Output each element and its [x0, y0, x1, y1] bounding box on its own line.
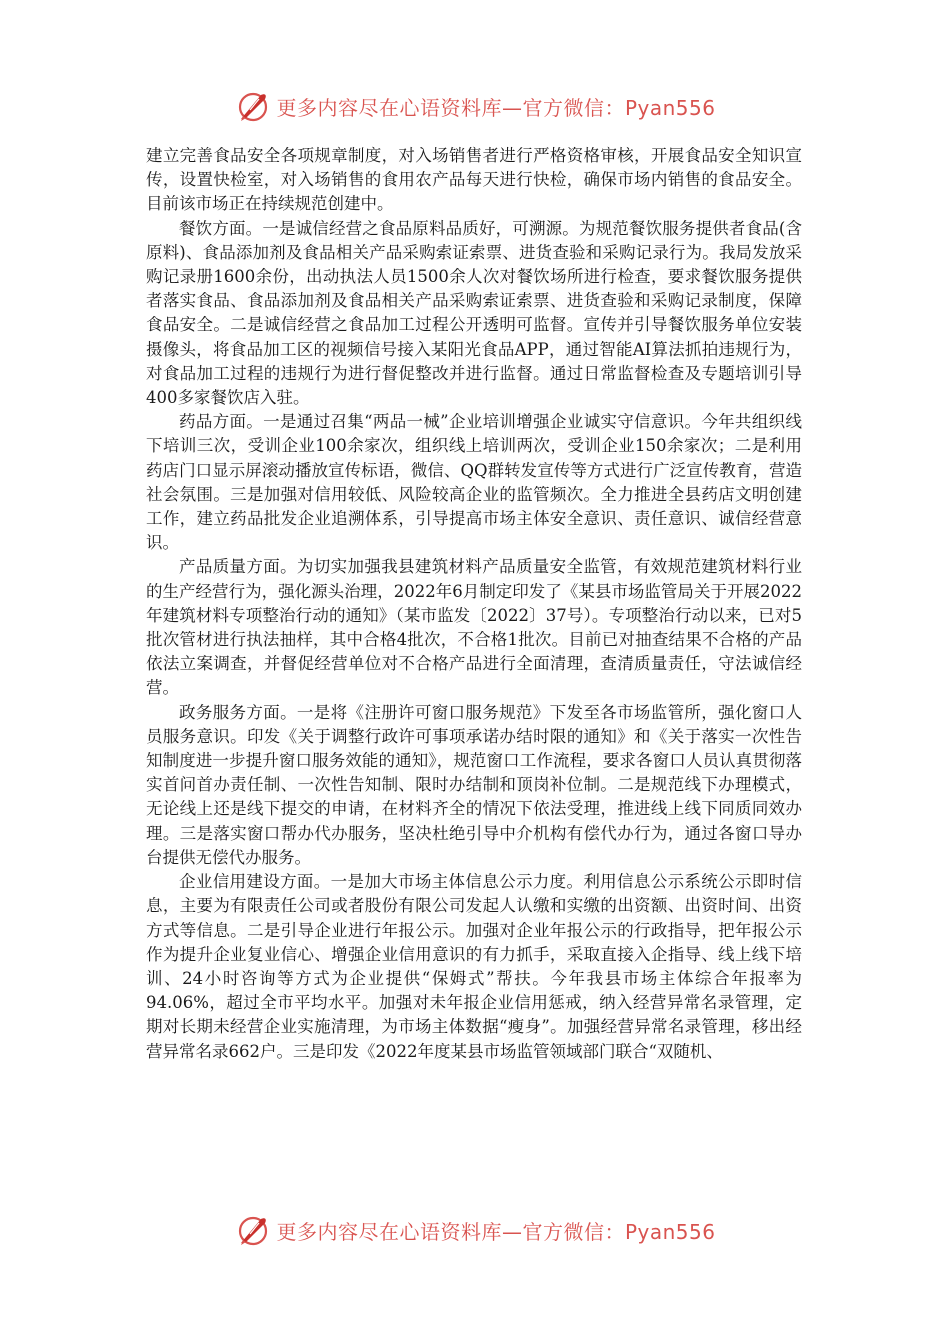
watermark-banner-bottom	[0, 1208, 950, 1252]
paragraph-government-service: 政务服务方面。一是将《注册许可窗口服务规范》下发至各市场监管所，强化窗口人员服务意识。印发《关于调整行政许可事项承诺办结时限的通知》和《关于落实一次性告知制度进一步提升窗口服务效能的通知》，规范窗口工作流程，要求各窗口人员认真贯彻落实首问首办责任制、一次性告知制、限时办结制和顶岗补位制。二是规范线下办理模式，无论线上还是线下提交的申请，在材料齐全的情况下依法受理，推进线上线下同质同效办理。三是落实窗口帮办代办服务，坚决杜绝引导中介机构有偿代办行为，通过各窗口导办台提供无偿代办服务。	[146, 702, 802, 867]
paragraph-catering: 餐饮方面。一是诚信经营之食品原料品质好，可溯源。为规范餐饮服务提供者食品(含原料)、食品添加剂及食品相关产品采购索证索票、进货查验和采购记录行为。我局发放采购记录册1600余份，出动执法人员1500余人次对餐饮场所进行检查，要求餐饮服务提供者落实食品、食品添加剂及食品相关产品采购索证索票、进货查验和采购记录制度，保障食品安全。二是诚信经营之食品加工过程公开透明可监督。宣传并引导餐饮服务单位安装摄像头，将食品加工区的视频信号接入某阳光食品APP，通过智能AI算法抓拍违规行为，对食品加工过程的违规行为进行督促整改并进行监督。通过日常监督检查及专题培训引导400多家餐饮店入驻。	[146, 218, 802, 408]
quill-pen-logo-icon	[234, 87, 272, 125]
paragraph-product-quality: 产品质量方面。为切实加强我县建筑材料产品质量安全监管，有效规范建筑材料行业的生产经营行为，强化源头治理，2022年6月制定印发了《某县市场监管局关于开展2022年建筑材料专项整治行动的通知》（某市监发〔2022〕37号）。专项整治行动以来，已对5批次管材进行执法抽样，其中合格4批次，不合格1批次。目前已对抽查结果不合格的产品依法立案调查，并督促经营单位对不合格产品进行全面清理，查清质量责任，守法诚信经营。	[146, 557, 802, 698]
paragraph-drugs: 药品方面。一是通过召集“两品一械”企业培训增强企业诚实守信意识。今年共组织线下培训三次，受训企业100余家次，组织线上培训两次，受训企业150余家次；二是利用药店门口显示屏滚动播放宣传标语，微信、QQ群转发宣传等方式进行广泛宣传教育，营造社会氛围。三是加强对信用较低、风险较高企业的监管频次。全力推进全县药店文明创建工作，建立药品批发企业追溯体系，引导提高市场主体安全意识、责任意识、诚信经营意识。	[146, 412, 802, 553]
document-body	[146, 144, 802, 1064]
quill-pen-logo-icon	[234, 1211, 272, 1249]
watermark-banner-top	[0, 84, 950, 128]
paragraph-enterprise-credit: 企业信用建设方面。一是加大市场主体信息公示力度。利用信息公示系统公示即时信息，主要为有限责任公司或者股份有限公司发起人认缴和实缴的出资额、出资时间、出资方式等信息。二是引导企业进行年报公示。加强对企业年报公示的行政指导，把年报公示作为提升企业复业信心、增强企业信用意识的有力抓手，采取直接入企指导、线上线下培训、24小时咨询等方式为企业提供“保姆式”帮扶。今年我县市场主体综合年报率为94.06%，超过全市平均水平。加强对未年报企业信用惩戒，纳入经营异常名录管理，定期对长期未经营企业实施清理，为市场主体数据“瘦身”。加强经营异常名录管理，移出经营异常名录662户。三是印发《2022年度某县市场监管领域部门联合“双随机、	[146, 872, 802, 1061]
paragraph-food-market: 建立完善食品安全各项规章制度，对入场销售者进行严格资格审核，开展食品安全知识宣传，设置快检室，对入场销售的食用农产品每天进行快检，确保市场内销售的食品安全。目前该市场正在持续规范创建中。	[146, 146, 802, 214]
watermark-text: 更多内容尽在心语资料库—官方微信：Pyan556	[276, 1219, 716, 1244]
watermark-text: 更多内容尽在心语资料库—官方微信：Pyan556	[276, 95, 716, 120]
